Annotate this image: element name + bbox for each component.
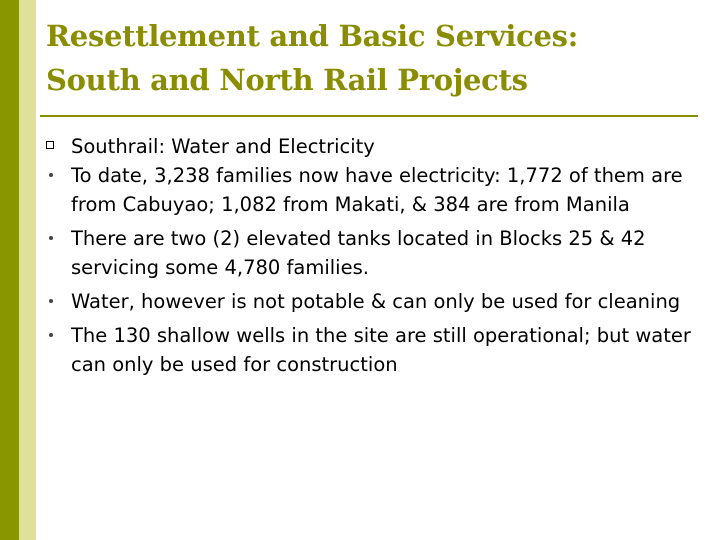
bullet-item bbox=[46, 161, 706, 219]
bullet-text: There are two (2) elevated tanks located in Blocks 25 & 42 servicing some 4,780 families. bbox=[71, 227, 646, 279]
square-bullet-icon bbox=[46, 141, 54, 149]
bullet-text: Southrail: Water and Electricity bbox=[71, 135, 375, 158]
bullet-text: Water, however is not potable & can only be used for cleaning bbox=[71, 290, 681, 313]
slide-title-line-1: Resettlement and Basic Services: bbox=[46, 19, 579, 53]
dot-bullet-icon bbox=[49, 236, 53, 240]
bullet-item bbox=[46, 132, 706, 161]
bullet-item bbox=[46, 287, 706, 316]
slide-title bbox=[46, 14, 706, 102]
sidebar-accent-light bbox=[19, 0, 36, 540]
title-divider bbox=[40, 115, 698, 117]
sidebar-accent-dark bbox=[0, 0, 19, 540]
bullet-item bbox=[46, 224, 706, 282]
dot-bullet-icon bbox=[49, 299, 53, 303]
slide-title-line-2: South and North Rail Projects bbox=[46, 63, 528, 97]
bullet-list bbox=[46, 132, 706, 384]
dot-bullet-icon bbox=[49, 333, 53, 337]
bullet-item bbox=[46, 321, 706, 379]
bullet-text: The 130 shallow wells in the site are still operational; but water can only be used for construction bbox=[71, 324, 691, 376]
bullet-text: To date, 3,238 families now have electricity: 1,772 of them are from Cabuyao; 1,082 from Makati, & 384 are from Manila bbox=[71, 164, 683, 216]
dot-bullet-icon bbox=[49, 173, 53, 177]
